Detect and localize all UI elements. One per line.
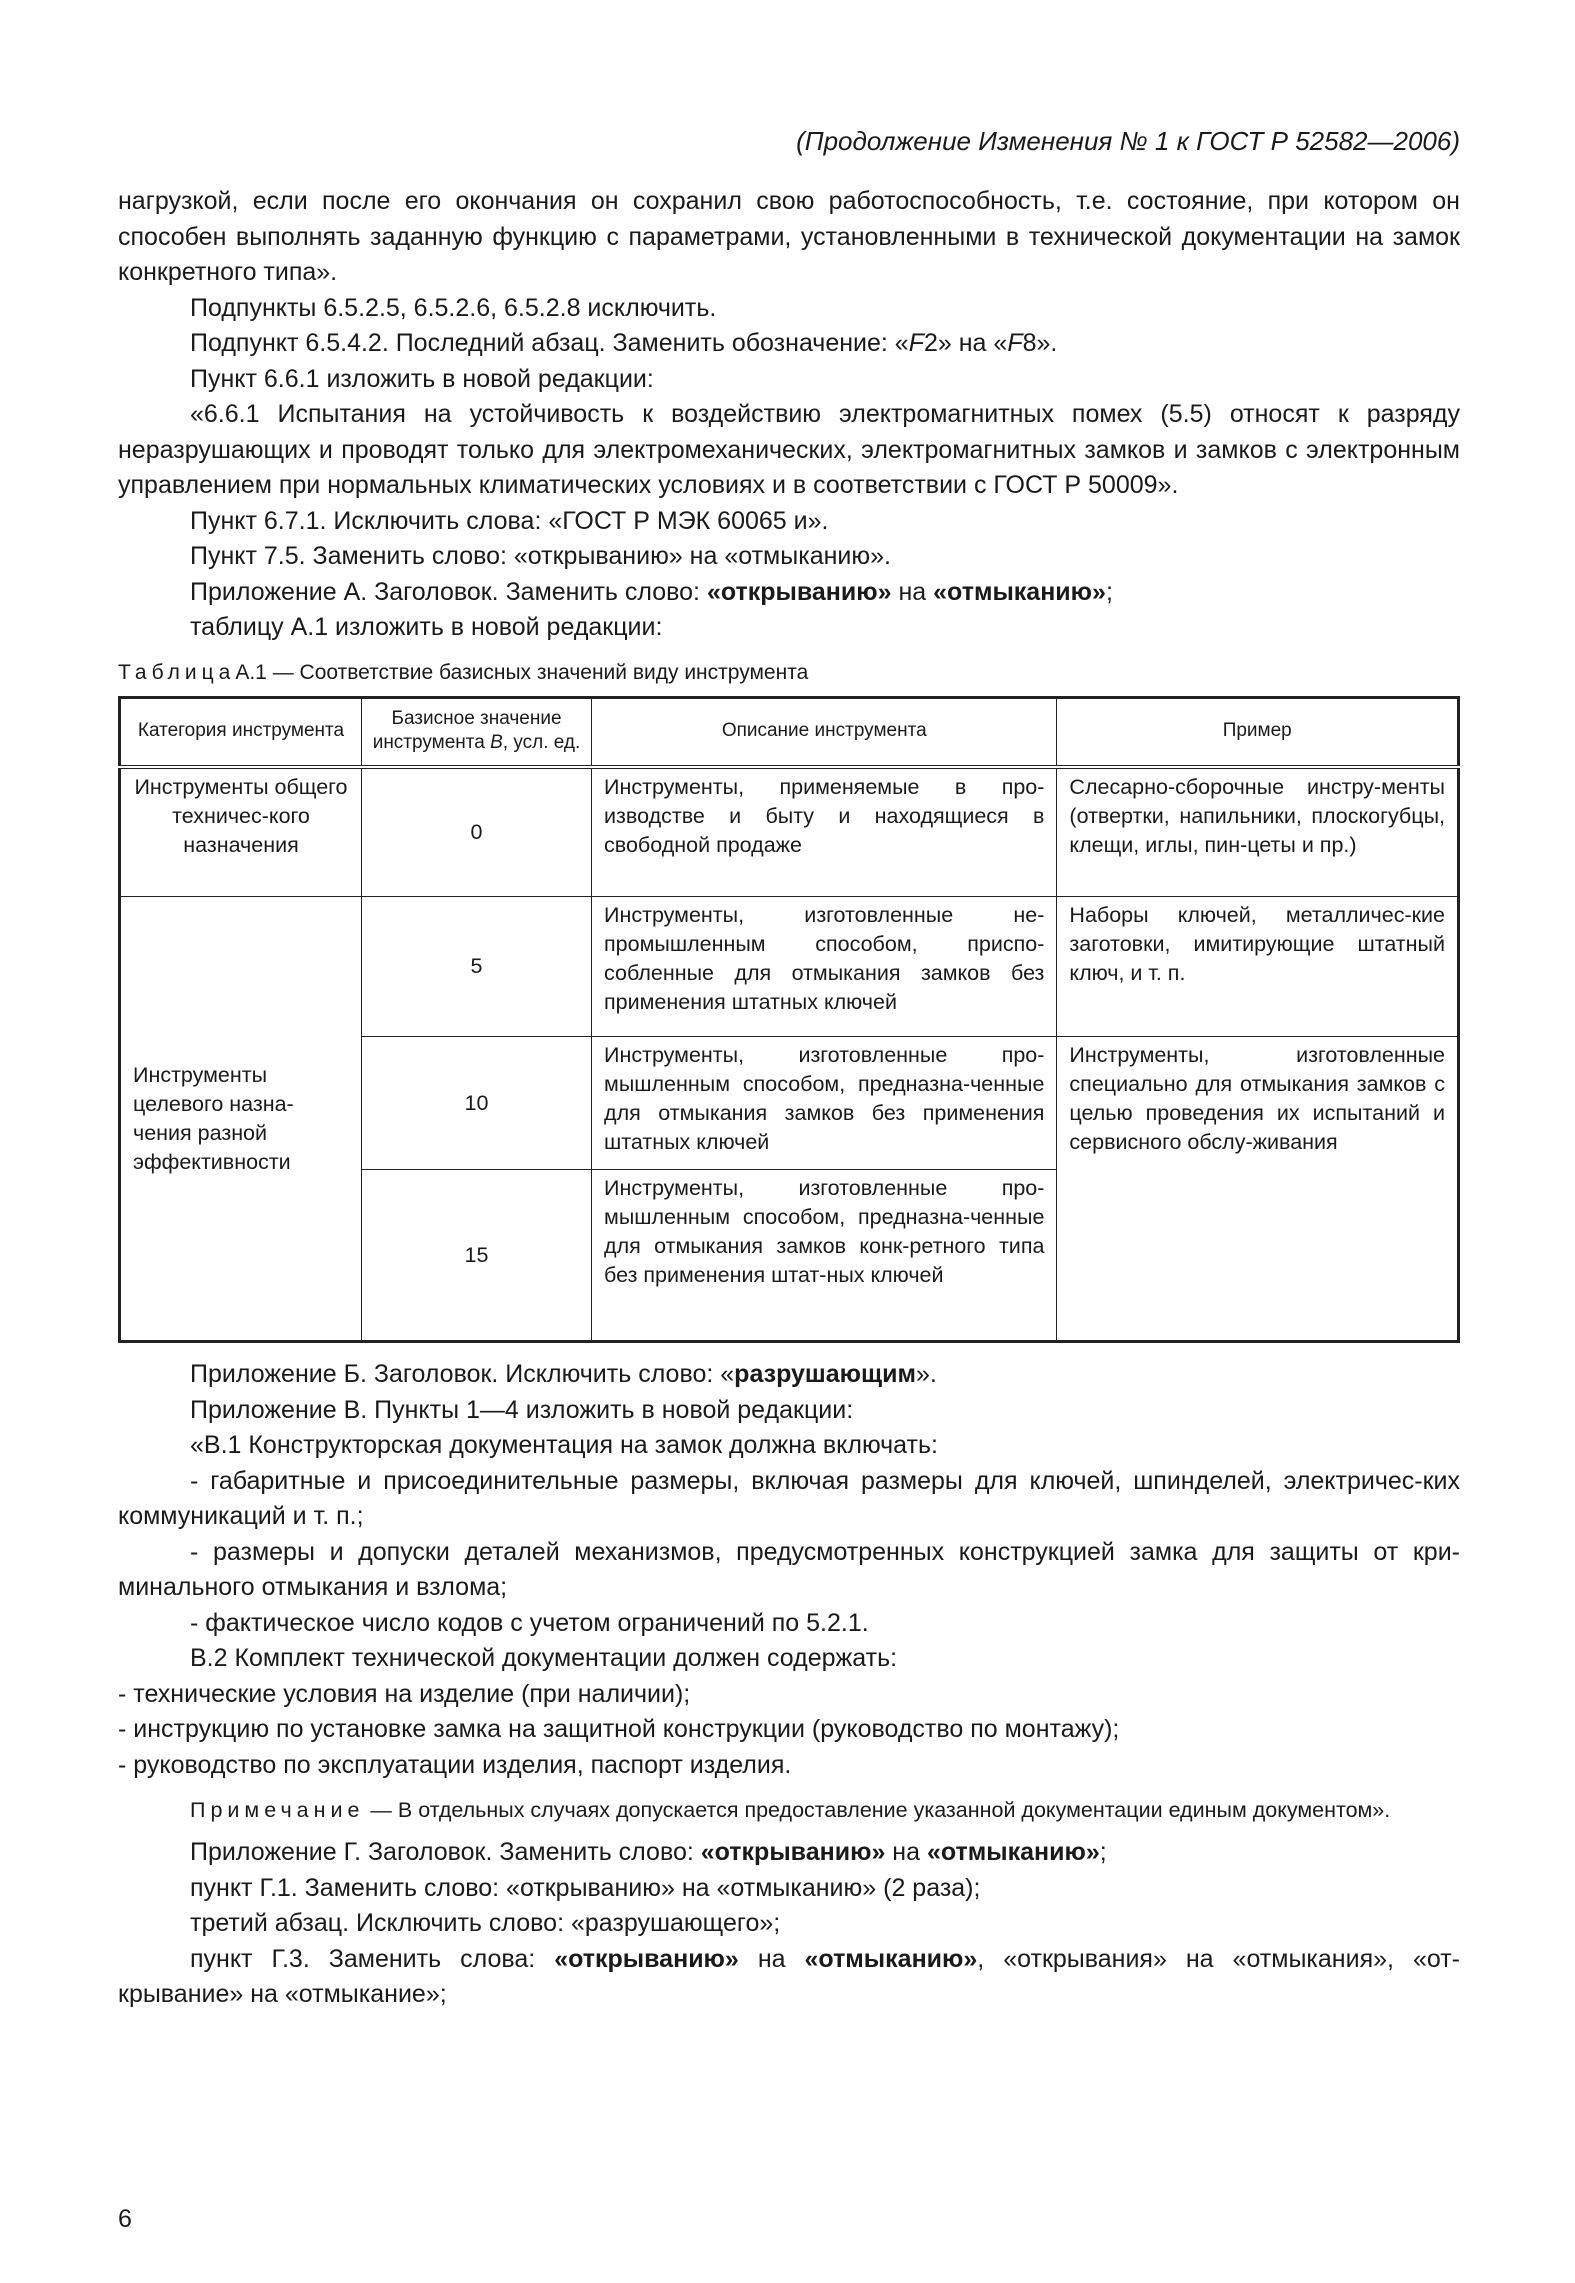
note-text: — В отдельных случаях допускается предоставление указанной документации единым документом». xyxy=(364,1798,1391,1822)
cell-category: Инструменты общего техничес-кого назначения xyxy=(120,767,362,897)
appendix-a-bold-2: «отмыканию» xyxy=(933,577,1106,606)
table-caption-text: А.1 — Соответствие базисных значений виду инструмента xyxy=(235,660,809,684)
paragraph-appendix-b xyxy=(118,1357,1460,1393)
appendix-g-part-a: Приложение Г. Заголовок. Заменить слово: xyxy=(190,1838,701,1866)
paragraph-g1: пункт Г.1. Заменить слово: «открыванию» на «отмыканию» (2 раза); xyxy=(190,1873,981,1902)
note xyxy=(118,1795,1460,1825)
paragraph-661-heading: Пункт 6.6.1 изложить в новой редакции: xyxy=(190,364,654,393)
cell-value: 5 xyxy=(362,897,592,1037)
table-header-row xyxy=(120,697,1459,767)
document-body xyxy=(118,184,1460,2013)
header-description: Описание инструмента xyxy=(592,697,1057,767)
paragraph-661-text: «6.6.1 Испытания на устойчивость к воздействию электромагнитных помех (5.5) относят к разряду неразрушающих и проводят только для электромеханических, электромагнитных замков и замков с электронным управлением при нормальных климатических условиях и в соответствии с ГОСТ Р 50009». xyxy=(118,400,1460,499)
page-number: 6 xyxy=(118,2205,132,2233)
g3-mid: на xyxy=(738,1944,805,1973)
paragraph-6542-symbol-2: F xyxy=(1007,329,1023,357)
appendix-g-bold-2: «отмыканию» xyxy=(926,1838,1100,1866)
paragraph-671: Пункт 6.7.1. Исключить слова: «ГОСТ Р МЭК 60065 и». xyxy=(190,506,829,535)
list-item: - размеры и допуски деталей механизмов, предусмотренных конструкцией замка для защиты от кри-минального отмыкания и взлома; xyxy=(118,1537,1460,1601)
appendix-g-mid: на xyxy=(885,1838,927,1866)
paragraph-6542 xyxy=(118,326,1460,362)
list-item: - габаритные и присоединительные размеры, включая размеры для ключей, шпинделей, электричес-ких коммуникаций и т. п.; xyxy=(118,1466,1460,1530)
appendix-b-part-a: Приложение Б. Заголовок. Исключить слово: « xyxy=(190,1360,735,1388)
paragraph-6542-part-b: 2» на « xyxy=(923,329,1008,357)
appendix-a-end: ; xyxy=(1105,577,1113,606)
list-item: - фактическое число кодов с учетом ограничений по 5.2.1. xyxy=(190,1608,869,1637)
paragraph-g3 xyxy=(118,1942,1460,2013)
g3-part-a: пункт Г.3. Заменить слова: xyxy=(190,1944,555,1973)
cell-example: Слесарно-сборочные инстру-менты (отвертки, напильники, плоскогубцы, клещи, иглы, пин-цеты и пр.) xyxy=(1057,767,1459,897)
table-row xyxy=(120,767,1459,897)
paragraph-g-third: третий абзац. Исключить слово: «разрушающего»; xyxy=(190,1909,781,1937)
paragraph-v1-heading: «В.1 Конструкторская документация на замок должна включать: xyxy=(190,1431,938,1459)
intro-paragraph: нагрузкой, если после его окончания он сохранил свою работоспособность, т.е. состояние, при котором он способен выполнять заданную функцию с параметрами, установленными в технической документации на замок конкретного типа». xyxy=(118,187,1460,286)
paragraph-75: Пункт 7.5. Заменить слово: «открыванию» на «отмыканию». xyxy=(190,542,891,570)
cell-description: Инструменты, изготовленные про-мышленным способом, предназна-ченные для отмыкания замков без применения штатных ключей xyxy=(592,1037,1057,1170)
cell-category: Инструменты целевого назна-чения разной эффективности xyxy=(120,897,362,1342)
cell-description: Инструменты, изготовленные про-мышленным способом, предназна-ченные для отмыкания замков конк-ретного типа без применения штат-ных ключей xyxy=(592,1170,1057,1342)
table-a1 xyxy=(118,696,1460,1344)
table-caption-label: Таблица xyxy=(118,660,236,684)
cell-value: 15 xyxy=(362,1170,592,1342)
paragraph-table-a1-intro: таблицу А.1 изложить в новой редакции: xyxy=(190,613,663,641)
cell-example: Наборы ключей, металличес-кие заготовки, имитирующие штатный ключ, и т. п. xyxy=(1057,897,1459,1037)
header-example: Пример xyxy=(1057,697,1459,767)
paragraph-appendix-a xyxy=(118,575,1460,611)
cell-description: Инструменты, применяемые в про-изводстве и быту и находящиеся в свободной продаже xyxy=(592,767,1057,897)
paragraph-v2-heading: В.2 Комплект технической документации должен содержать: xyxy=(190,1644,898,1672)
appendix-a-part-a: Приложение А. Заголовок. Заменить слово: xyxy=(190,577,707,606)
header-base-value-a: Базисное значение инструмента xyxy=(372,707,562,753)
appendix-a-bold-1: «открыванию» xyxy=(706,577,892,606)
g3-bold-2: «отмыканию» xyxy=(804,1944,978,1973)
header-base-value-symbol: В xyxy=(490,731,503,753)
paragraph-appendix-g xyxy=(118,1835,1460,1871)
g3-bold-1: «открыванию» xyxy=(554,1944,739,1973)
appendix-g-bold-1: «открыванию» xyxy=(700,1838,886,1866)
paragraph-6542-symbol-1: F xyxy=(908,329,924,357)
cell-value: 10 xyxy=(362,1037,592,1170)
header-base-value xyxy=(362,697,592,767)
g3-end: , «открывания» на «отмыкания», «от-крывание» на «отмыкание»; xyxy=(118,1944,1460,2008)
list-item: - технические условия на изделие (при наличии); xyxy=(118,1679,691,1708)
cell-example: Инструменты, изготовленные специально для отмыкания замков с целью проведения их испытаний и сервисного обслу-живания xyxy=(1057,1037,1459,1342)
appendix-b-part-c: ». xyxy=(915,1360,937,1388)
paragraph-6522: Подпункты 6.5.2.5, 6.5.2.6, 6.5.2.8 исключить. xyxy=(190,293,717,322)
table-caption xyxy=(118,658,1460,688)
document-page xyxy=(118,0,1460,2283)
list-item: - инструкцию по установке замка на защитной конструкции (руководство по монтажу); xyxy=(118,1715,1120,1743)
paragraph-6542-part-a: Подпункт 6.5.4.2. Последний абзац. Заменить обозначение: « xyxy=(190,329,909,357)
cell-value: 0 xyxy=(362,767,592,897)
paragraph-6542-part-c: 8». xyxy=(1022,329,1058,357)
list-item: - руководство по эксплуатации изделия, паспорт изделия. xyxy=(118,1750,792,1779)
header-base-value-b: , усл. ед. xyxy=(502,731,581,753)
appendix-g-end: ; xyxy=(1099,1838,1107,1866)
header-category: Категория инструмента xyxy=(120,697,362,767)
cell-description: Инструменты, изготовленные не-промышленным способом, приспо-собленные для отмыкания замков без применения штатных ключей xyxy=(592,897,1057,1037)
table-row xyxy=(120,897,1459,1037)
appendix-a-mid: на xyxy=(891,577,934,606)
note-label: Примечание xyxy=(190,1798,365,1822)
paragraph-appendix-v: Приложение В. Пункты 1—4 изложить в новой редакции: xyxy=(190,1395,854,1424)
running-header: (Продолжение Изменения № 1 к ГОСТ Р 52582—2006) xyxy=(796,126,1460,156)
appendix-b-bold: разрушающим xyxy=(734,1360,916,1388)
